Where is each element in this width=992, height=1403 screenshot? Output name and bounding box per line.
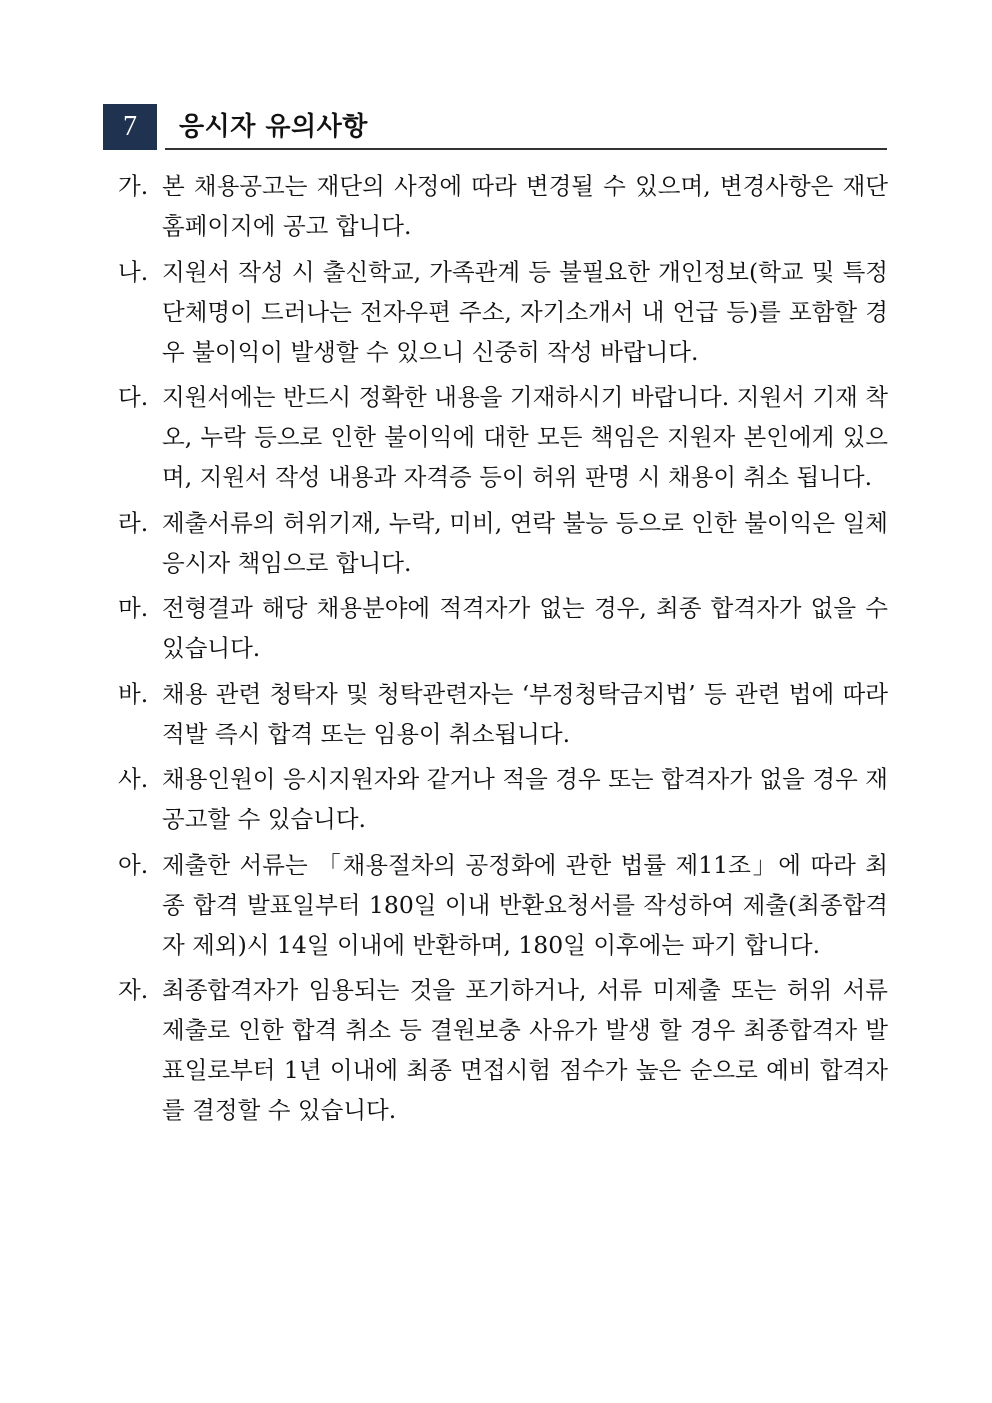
notice-marker: 사. bbox=[118, 765, 149, 793]
section-title: 응시자 유의사항 bbox=[179, 112, 368, 142]
notice-list bbox=[118, 166, 888, 1136]
notice-marker: 바. bbox=[118, 679, 149, 708]
section-divider bbox=[165, 148, 887, 150]
notice-item-ga bbox=[118, 166, 888, 246]
notice-item-ba bbox=[118, 674, 888, 754]
notice-item-a bbox=[118, 845, 888, 965]
notice-text: 제출서류의 허위기재, 누락, 미비, 연락 불능 등으로 인한 불이익은 일체 응시자 책임으로 합니다. bbox=[162, 508, 888, 577]
notice-marker: 아. bbox=[118, 850, 149, 879]
notice-item-da bbox=[118, 377, 888, 497]
notice-marker: 자. bbox=[118, 976, 149, 1004]
notice-item-na bbox=[118, 252, 888, 372]
notice-marker: 다. bbox=[118, 383, 149, 411]
notice-item-ja bbox=[118, 970, 888, 1130]
notice-marker: 라. bbox=[118, 508, 149, 537]
notice-marker: 가. bbox=[118, 172, 149, 200]
notice-item-ra bbox=[118, 503, 888, 583]
notice-text: 전형결과 해당 채용분야에 적격자가 없는 경우, 최종 합격자가 없을 수 있습니다. bbox=[162, 594, 888, 662]
notice-text: 최종합격자가 임용되는 것을 포기하거나, 서류 미제출 또는 허위 서류 제출로 인한 합격 취소 등 결원보충 사유가 발생 할 경우 최종합격자 발표일로부터 1년 이내에 최종 면접시험 점수가 높은 순으로 예비 합격자를 결정할 수 있습니다. bbox=[162, 976, 888, 1124]
notice-text: 지원서에는 반드시 정확한 내용을 기재하시기 바랍니다. 지원서 기재 착오, 누락 등으로 인한 불이익에 대한 모든 책임은 지원자 본인에게 있으며, 지원서 작성 내용과 자격증 등이 허위 판명 시 채용이 취소 됩니다. bbox=[162, 383, 888, 491]
notice-text: 채용 관련 청탁자 및 청탁관련자는 ‘부정청탁금지법’ 등 관련 법에 따라 적발 즉시 합격 또는 임용이 취소됩니다. bbox=[162, 679, 888, 748]
notice-text: 지원서 작성 시 출신학교, 가족관계 등 불필요한 개인정보(학교 및 특정 단체명이 드러나는 전자우편 주소, 자기소개서 내 언급 등)를 포함할 경우 불이익이 발생할 수 있으니 신중히 작성 바랍니다. bbox=[162, 257, 888, 366]
notice-item-ma bbox=[118, 588, 888, 668]
notice-item-sa bbox=[118, 759, 888, 839]
section-header bbox=[103, 104, 887, 150]
notice-marker: 나. bbox=[118, 257, 149, 286]
notice-marker: 마. bbox=[118, 594, 149, 622]
notice-text: 채용인원이 응시지원자와 같거나 적을 경우 또는 합격자가 없을 경우 재공고할 수 있습니다. bbox=[162, 765, 888, 833]
notice-text: 제출한 서류는 「채용절차의 공정화에 관한 법률 제11조」에 따라 최종 합격 발표일부터 180일 이내 반환요청서를 작성하여 제출(최종합격자 제외)시 14일 이내에 반환하며, 180일 이후에는 파기 합니다. bbox=[162, 850, 888, 959]
section-number-badge: 7 bbox=[103, 104, 157, 150]
notice-text: 본 채용공고는 재단의 사정에 따라 변경될 수 있으며, 변경사항은 재단 홈페이지에 공고 합니다. bbox=[162, 172, 888, 240]
